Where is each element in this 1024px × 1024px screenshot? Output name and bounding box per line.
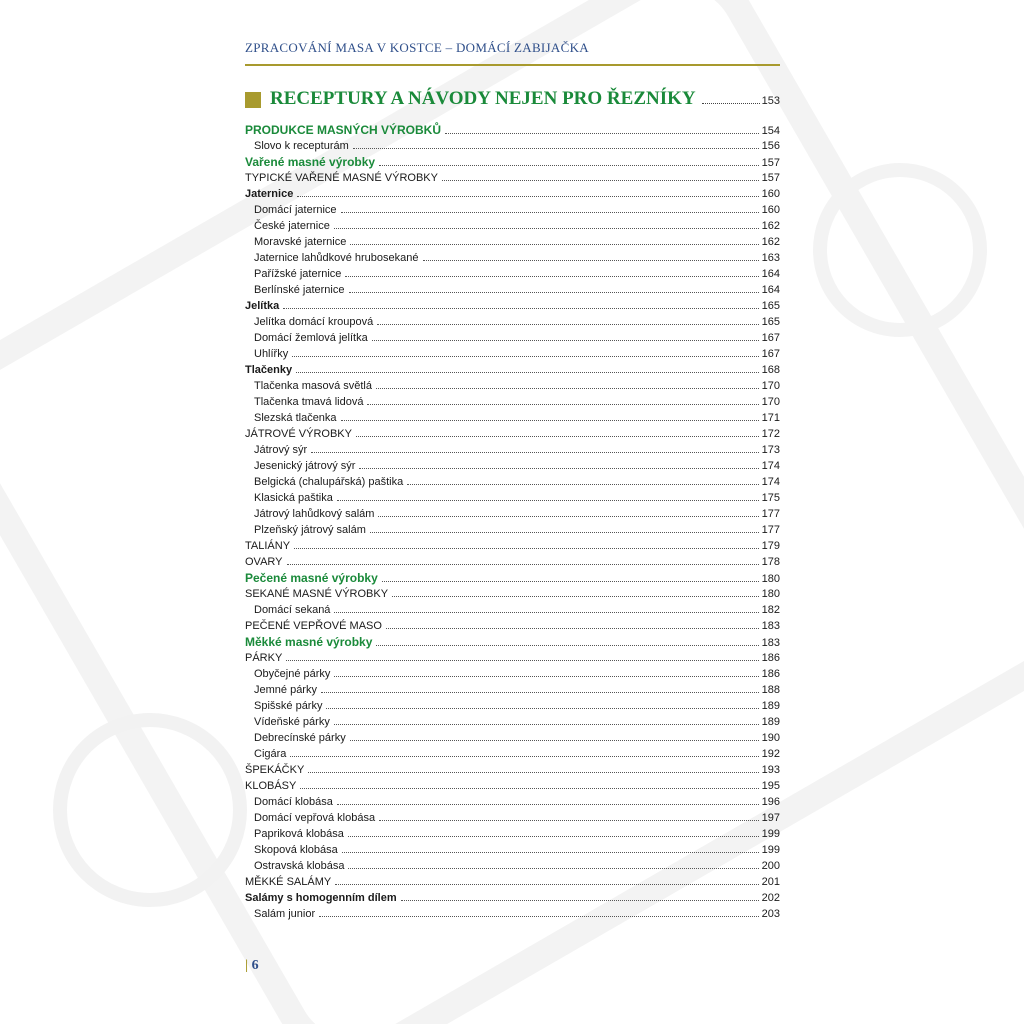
toc-entry-label: Játrový sýr bbox=[254, 444, 308, 456]
toc-entry bbox=[245, 890, 780, 906]
toc-entry-page: 183 bbox=[761, 620, 780, 632]
table-of-contents bbox=[245, 122, 780, 922]
leader-dots bbox=[335, 884, 758, 885]
toc-entry-page: 189 bbox=[761, 700, 780, 712]
toc-entry-label: Papriková klobása bbox=[254, 828, 344, 840]
toc-entry bbox=[245, 442, 780, 458]
toc-entry-page: 182 bbox=[761, 604, 780, 616]
toc-entry-label: Tlačenky bbox=[245, 364, 293, 376]
leader-dots bbox=[337, 804, 759, 805]
toc-entry-page: 199 bbox=[761, 828, 780, 840]
toc-entry-label: Domácí sekaná bbox=[254, 604, 331, 616]
toc-entry-page: 160 bbox=[761, 204, 780, 216]
leader-dots bbox=[348, 868, 758, 869]
toc-entry-label: MĚKKÉ SALÁMY bbox=[245, 876, 332, 888]
page-folio bbox=[245, 958, 259, 974]
toc-entry-page: 164 bbox=[761, 268, 780, 280]
toc-entry-label: Skopová klobása bbox=[254, 844, 338, 856]
leader-dots bbox=[308, 772, 758, 773]
section-title: RECEPTURY A NÁVODY NEJEN PRO ŘEZNÍKY bbox=[270, 88, 696, 109]
toc-entry-page: 183 bbox=[761, 637, 780, 649]
toc-entry-label: Cigára bbox=[254, 748, 287, 760]
toc-entry bbox=[245, 730, 780, 746]
toc-entry-label: Pařížské jaternice bbox=[254, 268, 342, 280]
leader-dots bbox=[300, 788, 758, 789]
leader-dots bbox=[370, 532, 759, 533]
folio-separator: | bbox=[245, 958, 249, 973]
toc-entry-page: 172 bbox=[761, 428, 780, 440]
toc-entry-label: TYPICKÉ VAŘENÉ MASNÉ VÝROBKY bbox=[245, 172, 438, 184]
leader-dots bbox=[386, 628, 759, 629]
toc-entry-page: 170 bbox=[761, 380, 780, 392]
leader-dots bbox=[297, 196, 758, 197]
toc-entry bbox=[245, 714, 780, 730]
toc-entry-label: Jelítka bbox=[245, 300, 280, 312]
toc-entry bbox=[245, 282, 780, 298]
section-heading bbox=[245, 88, 780, 112]
leader-dots bbox=[337, 500, 759, 501]
toc-entry-label: Vařené masné výrobky bbox=[245, 155, 376, 169]
toc-entry-page: 186 bbox=[761, 652, 780, 664]
leader-dots bbox=[348, 836, 759, 837]
leader-dots bbox=[372, 340, 759, 341]
leader-dots bbox=[334, 612, 758, 613]
toc-entry bbox=[245, 202, 780, 218]
leader-dots bbox=[382, 581, 759, 582]
toc-entry-page: 164 bbox=[761, 284, 780, 296]
leader-dots bbox=[286, 660, 758, 661]
leader-dots bbox=[376, 645, 758, 646]
leader-dots bbox=[296, 372, 759, 373]
toc-entry bbox=[245, 586, 780, 602]
toc-entry-page: 180 bbox=[761, 588, 780, 600]
toc-entry-label: České jaternice bbox=[254, 220, 330, 232]
toc-entry bbox=[245, 842, 780, 858]
toc-entry bbox=[245, 474, 780, 490]
toc-entry-label: Domácí jaternice bbox=[254, 204, 337, 216]
leader-dots bbox=[350, 244, 758, 245]
toc-entry bbox=[245, 682, 780, 698]
section-page-number: 153 bbox=[761, 95, 780, 107]
toc-entry-page: 174 bbox=[761, 476, 780, 488]
toc-entry-label: JÁTROVÉ VÝROBKY bbox=[245, 428, 352, 440]
toc-entry-page: 180 bbox=[761, 573, 780, 585]
toc-entry-page: 156 bbox=[761, 140, 780, 152]
toc-entry-label: Měkké masné výrobky bbox=[245, 635, 373, 649]
toc-entry-page: 189 bbox=[761, 716, 780, 728]
toc-entry bbox=[245, 314, 780, 330]
toc-entry bbox=[245, 250, 780, 266]
toc-entry-label: Tlačenka masová světlá bbox=[254, 380, 372, 392]
toc-entry bbox=[245, 698, 780, 714]
toc-entry-page: 177 bbox=[761, 524, 780, 536]
toc-entry bbox=[245, 362, 780, 378]
toc-entry bbox=[245, 906, 780, 922]
toc-entry-page: 201 bbox=[761, 876, 780, 888]
leader-dots bbox=[321, 692, 759, 693]
toc-entry-label: Salám junior bbox=[254, 908, 316, 920]
toc-entry-page: 175 bbox=[761, 492, 780, 504]
leader-dots bbox=[442, 180, 759, 181]
toc-entry bbox=[245, 410, 780, 426]
toc-entry bbox=[245, 810, 780, 826]
toc-entry-label: Vídeňské párky bbox=[254, 716, 330, 728]
toc-entry-page: 171 bbox=[761, 412, 780, 424]
toc-entry bbox=[245, 602, 780, 618]
leader-dots bbox=[350, 740, 759, 741]
toc-entry-page: 200 bbox=[761, 860, 780, 872]
leader-dots bbox=[334, 228, 759, 229]
toc-entry-page: 193 bbox=[761, 764, 780, 776]
toc-entry-label: Jaternice bbox=[245, 188, 294, 200]
toc-entry-label: Jelítka domácí kroupová bbox=[254, 316, 374, 328]
toc-entry bbox=[245, 154, 780, 170]
leader-dots bbox=[379, 165, 759, 166]
leader-dots bbox=[292, 356, 758, 357]
toc-entry-page: 170 bbox=[761, 396, 780, 408]
toc-entry bbox=[245, 490, 780, 506]
toc-entry-label: Domácí žemlová jelítka bbox=[254, 332, 368, 344]
toc-entry-page: 157 bbox=[761, 157, 780, 169]
toc-entry bbox=[245, 538, 780, 554]
toc-entry-label: Plzeňský játrový salám bbox=[254, 524, 366, 536]
toc-entry bbox=[245, 874, 780, 890]
toc-entry-label: Slovo k recepturám bbox=[254, 140, 349, 152]
leader-dots bbox=[353, 148, 759, 149]
header-rule bbox=[245, 64, 780, 66]
toc-entry-page: 168 bbox=[761, 364, 780, 376]
toc-entry bbox=[245, 138, 780, 154]
leader-dots bbox=[283, 308, 758, 309]
toc-entry bbox=[245, 570, 780, 586]
toc-entry-page: 163 bbox=[761, 252, 780, 264]
toc-entry bbox=[245, 554, 780, 570]
toc-entry bbox=[245, 650, 780, 666]
toc-entry-page: 179 bbox=[761, 540, 780, 552]
leader-dots bbox=[311, 452, 758, 453]
toc-entry-page: 202 bbox=[761, 892, 780, 904]
toc-entry-label: Játrový lahůdkový salám bbox=[254, 508, 375, 520]
toc-entry-page: 195 bbox=[761, 780, 780, 792]
toc-entry-label: Jemné párky bbox=[254, 684, 317, 696]
toc-entry-page: 197 bbox=[761, 812, 780, 824]
toc-entry-page: 174 bbox=[761, 460, 780, 472]
leader-dots bbox=[356, 436, 759, 437]
toc-entry-label: Pečené masné výrobky bbox=[245, 571, 378, 585]
toc-entry-label: Moravské jaternice bbox=[254, 236, 347, 248]
toc-entry-page: 199 bbox=[761, 844, 780, 856]
leader-dots bbox=[392, 596, 759, 597]
toc-entry-page: 177 bbox=[761, 508, 780, 520]
toc-entry-label: Domácí vepřová klobása bbox=[254, 812, 376, 824]
leader-dots bbox=[379, 820, 759, 821]
toc-entry-label: TALIÁNY bbox=[245, 540, 291, 552]
folio-page-number: 6 bbox=[251, 958, 259, 973]
leader-dots bbox=[423, 260, 759, 261]
toc-entry-page: 167 bbox=[761, 332, 780, 344]
leader-dots bbox=[407, 484, 758, 485]
leader-dots bbox=[287, 564, 759, 565]
leader-dots bbox=[445, 133, 759, 134]
toc-entry-label: PÁRKY bbox=[245, 652, 283, 664]
leader-dots bbox=[341, 212, 759, 213]
toc-entry bbox=[245, 122, 780, 138]
leader-dots bbox=[341, 420, 759, 421]
leader-dots bbox=[367, 404, 758, 405]
toc-entry bbox=[245, 458, 780, 474]
toc-entry bbox=[245, 394, 780, 410]
toc-entry bbox=[245, 218, 780, 234]
toc-entry-label: Jesenický játrový sýr bbox=[254, 460, 356, 472]
leader-dots bbox=[377, 324, 758, 325]
toc-entry bbox=[245, 170, 780, 186]
leader-dots bbox=[345, 276, 758, 277]
toc-entry-page: 173 bbox=[761, 444, 780, 456]
toc-entry bbox=[245, 234, 780, 250]
toc-entry-page: 178 bbox=[761, 556, 780, 568]
section-marker-square bbox=[245, 92, 261, 108]
toc-entry-page: 157 bbox=[761, 172, 780, 184]
toc-entry-label: Obyčejné párky bbox=[254, 668, 331, 680]
toc-entry bbox=[245, 634, 780, 650]
toc-entry-page: 167 bbox=[761, 348, 780, 360]
leader-dots bbox=[702, 103, 760, 104]
leader-dots bbox=[290, 756, 758, 757]
toc-entry bbox=[245, 346, 780, 362]
toc-entry bbox=[245, 330, 780, 346]
toc-entry bbox=[245, 746, 780, 762]
toc-entry bbox=[245, 858, 780, 874]
toc-entry-page: 186 bbox=[761, 668, 780, 680]
toc-entry bbox=[245, 826, 780, 842]
toc-entry-label: Jaternice lahůdkové hrubosekané bbox=[254, 252, 419, 264]
toc-entry-page: 162 bbox=[761, 220, 780, 232]
leader-dots bbox=[342, 852, 759, 853]
toc-entry bbox=[245, 794, 780, 810]
toc-entry bbox=[245, 298, 780, 314]
toc-entry bbox=[245, 522, 780, 538]
toc-entry-page: 154 bbox=[761, 125, 780, 137]
toc-entry-page: 190 bbox=[761, 732, 780, 744]
leader-dots bbox=[334, 724, 759, 725]
toc-entry-page: 192 bbox=[761, 748, 780, 760]
toc-entry-label: SEKANÉ MASNÉ VÝROBKY bbox=[245, 588, 389, 600]
toc-entry-label: ŠPEKÁČKY bbox=[245, 764, 305, 776]
toc-entry-label: Debrecínské párky bbox=[254, 732, 346, 744]
toc-entry bbox=[245, 378, 780, 394]
toc-entry-label: Tlačenka tmavá lidová bbox=[254, 396, 364, 408]
leader-dots bbox=[349, 292, 759, 293]
toc-entry bbox=[245, 506, 780, 522]
toc-entry-page: 196 bbox=[761, 796, 780, 808]
toc-entry-page: 188 bbox=[761, 684, 780, 696]
toc-entry-label: Slezská tlačenka bbox=[254, 412, 337, 424]
running-header: ZPRACOVÁNÍ MASA V KOSTCE – DOMÁCÍ ZABIJAČKA bbox=[245, 40, 589, 55]
toc-entry bbox=[245, 778, 780, 794]
toc-entry-label: PRODUKCE MASNÝCH VÝROBKŮ bbox=[245, 123, 442, 137]
leader-dots bbox=[359, 468, 758, 469]
toc-entry-label: PEČENÉ VEPŘOVÉ MASO bbox=[245, 620, 382, 632]
leader-dots bbox=[378, 516, 758, 517]
toc-entry bbox=[245, 762, 780, 778]
toc-entry bbox=[245, 618, 780, 634]
toc-entry-label: Salámy s homogenním dílem bbox=[245, 892, 397, 904]
toc-entry-label: Domácí klobása bbox=[254, 796, 333, 808]
toc-entry bbox=[245, 426, 780, 442]
toc-entry-label: Uhlířky bbox=[254, 348, 289, 360]
toc-entry-page: 203 bbox=[761, 908, 780, 920]
toc-entry-page: 160 bbox=[761, 188, 780, 200]
leader-dots bbox=[294, 548, 759, 549]
toc-entry-label: Ostravská klobása bbox=[254, 860, 345, 872]
toc-entry-label: OVARY bbox=[245, 556, 283, 568]
leader-dots bbox=[334, 676, 758, 677]
toc-entry bbox=[245, 186, 780, 202]
toc-entry-page: 162 bbox=[761, 236, 780, 248]
toc-entry-label: Berlínské jaternice bbox=[254, 284, 345, 296]
toc-entry-label: Belgická (chalupářská) paštika bbox=[254, 476, 404, 488]
toc-entry bbox=[245, 266, 780, 282]
toc-entry-page: 165 bbox=[761, 300, 780, 312]
leader-dots bbox=[326, 708, 758, 709]
leader-dots bbox=[376, 388, 759, 389]
toc-entry-label: Spišské párky bbox=[254, 700, 323, 712]
leader-dots bbox=[319, 916, 759, 917]
toc-entry-label: Klasická paštika bbox=[254, 492, 333, 504]
toc-entry-page: 165 bbox=[761, 316, 780, 328]
toc-entry-label: KLOBÁSY bbox=[245, 780, 297, 792]
toc-entry bbox=[245, 666, 780, 682]
leader-dots bbox=[401, 900, 759, 901]
